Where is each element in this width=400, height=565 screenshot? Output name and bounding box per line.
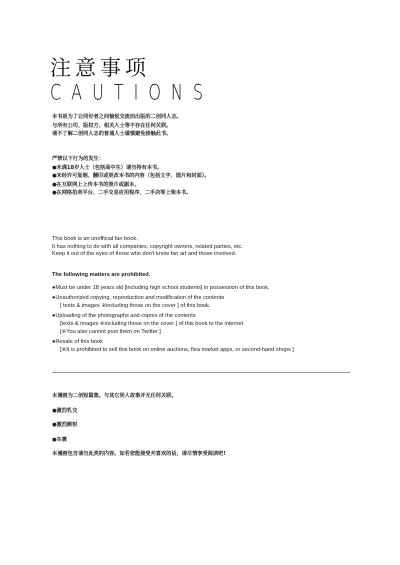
en-prohibited-item: ●Must be under 18 years old [including high school students] in possession of this book. xyxy=(52,284,270,291)
english-intro xyxy=(52,236,352,259)
cn-footer-item: ●车震 xyxy=(52,436,67,443)
en-prohibited-item: ●Uploading of the photographs and copies of the contents xyxy=(52,313,196,320)
cn-prohibited-item: ●未经许可复制、翻印或更改本书的内容（包括文字、图片和封面）。 xyxy=(52,173,210,180)
en-intro-line: This book is an unofficial fan book. xyxy=(52,236,138,242)
en-intro-line: It has nothing to do with all companies, copyright owners, related parties, etc. xyxy=(52,243,243,250)
cn-prohibited-item: ●在网络拍卖平台、二手交易应用程序、二手店等上架本书。 xyxy=(52,190,192,197)
en-prohibited-item: ●Unauthorized copying, reproduction and modification of the contents xyxy=(52,295,225,302)
cn-prohibited-item: ●未满18岁人士（包括高中生）请勿持有本书。 xyxy=(52,164,163,171)
en-intro-line: Keep it out of the eyes of those who don't know fan art and those involved. xyxy=(52,251,237,258)
cn-footer-line: 本漫画包含请勿此类的内容。如若您能接受并喜欢的话，请尽情享受阅读吧! xyxy=(52,451,226,458)
page-title-english: CAUTIONS xyxy=(50,79,214,105)
chinese-intro xyxy=(52,113,352,139)
en-prohibited-detail: [texts & images ※including those on the cover ] of this book to the internet xyxy=(60,320,244,327)
english-prohibited xyxy=(52,272,352,354)
section-divider xyxy=(52,372,350,373)
chinese-footer xyxy=(52,392,352,459)
cn-intro-line: 本书是为了让同好者之间愉悦交流而出版的二创同人志。 xyxy=(52,114,182,120)
page-title-chinese: 注意事项 xyxy=(50,56,150,80)
cn-prohibited-title: 严禁以下行为的发生： xyxy=(52,156,104,162)
en-prohibited-detail: [※You also cannot post them on Twitter ] xyxy=(60,328,161,335)
en-prohibited-item: ●Resale of this book xyxy=(52,339,103,346)
cn-intro-line: 与所有公司、版权方、相关人士等不存在任何关联。 xyxy=(52,122,172,129)
cn-footer-item: ●激烈乳交 xyxy=(52,407,78,414)
en-prohibited-detail: [ texts & images ※including those on the cover ] of this book. xyxy=(60,302,211,309)
cn-prohibited-item: ●在互联网上上传本书的照片或副本。 xyxy=(52,181,140,188)
cn-intro-line: 请不了解二创同人志的普通人士谨慎避免接触此书。 xyxy=(52,131,172,138)
cn-footer-line: 本漫画为二创短篇集。与其它同人故事并无任何关联。 xyxy=(52,393,177,399)
en-prohibited-detail: [※It is prohibited to sell this book on online auctions, flea market apps, or second-hand shops ] xyxy=(60,346,294,353)
en-prohibited-title: The following matters are prohibited. xyxy=(52,272,151,278)
cn-footer-item: ●激烈颜射 xyxy=(52,422,78,429)
chinese-prohibited xyxy=(52,155,352,198)
